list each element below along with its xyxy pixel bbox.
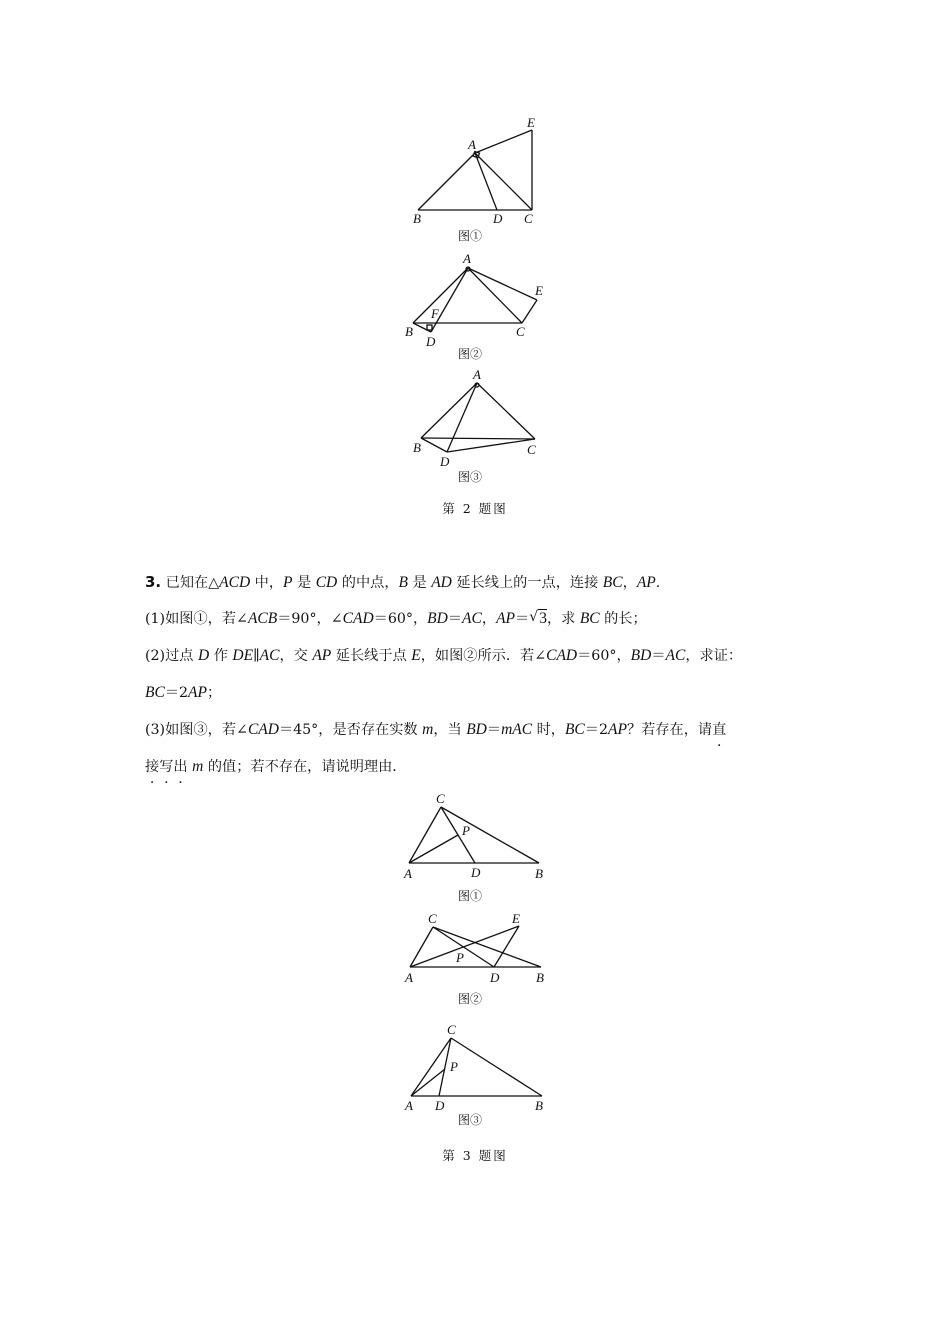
q2-figures — [0, 0, 950, 540]
var: AP — [608, 721, 627, 738]
q3-fig3-caption: 图③ — [458, 1113, 483, 1127]
text: 的中点， — [337, 575, 399, 591]
q2-fig3-label-a: A — [473, 367, 481, 382]
var: m — [422, 721, 434, 738]
var: AP — [188, 684, 207, 701]
q3-part2-line2 — [145, 683, 221, 703]
emphasis-text: 直 — [712, 722, 727, 738]
text: 延长线于点 — [331, 648, 412, 664]
q3-number: 3. — [145, 573, 162, 591]
text: ＝60°， — [577, 648, 631, 664]
q3-fig1-label-a: A — [404, 866, 412, 881]
text: 是 — [292, 575, 316, 591]
q2-figures-svg — [0, 0, 950, 540]
text: ＝60°， — [373, 611, 428, 627]
q2-fig1-label-a: A — [468, 137, 476, 152]
text: ＝ — [486, 722, 502, 738]
q3-fig1-label-c: C — [436, 791, 445, 806]
q3-fig3-label-d: D — [435, 1098, 445, 1113]
q2-fig1-label-d: D — [493, 211, 503, 226]
text: (2)过点 — [145, 648, 198, 664]
text: . — [655, 575, 661, 591]
q2-fig2-label-c: C — [516, 324, 525, 339]
var: mAC — [501, 721, 533, 738]
q2-fig1-label-b: B — [413, 211, 421, 226]
q3-fig3-label-p: P — [450, 1059, 458, 1074]
var: AC — [462, 610, 482, 627]
var: BC — [564, 721, 585, 738]
q3-fig2-label-b: B — [536, 970, 544, 985]
q2-fig3-label-b: B — [413, 440, 421, 455]
var: P — [283, 574, 293, 591]
q3-fig1-label-b: B — [535, 866, 543, 881]
q3-fig2-label-d: D — [490, 970, 500, 985]
q3-part3-line2 — [145, 757, 406, 777]
q3-fig2-diagram — [410, 926, 541, 967]
q2-fig3-caption: 图③ — [458, 470, 483, 484]
q3-fig3-label-b: B — [535, 1098, 543, 1113]
text: ＝ — [447, 611, 463, 627]
q2-fig2-caption: 图② — [458, 347, 483, 361]
text: (1)如图①，若∠ — [145, 611, 248, 627]
text: 延长线上的一点，连接 — [451, 575, 603, 591]
q3-fig2-label-p: P — [456, 950, 464, 965]
q2-fig1-label-c: C — [524, 211, 533, 226]
text: (3)如图③，若∠ — [145, 722, 248, 738]
q3-fig3-label-c: C — [447, 1022, 456, 1037]
q3-fig3-label-a: A — [405, 1098, 413, 1113]
text: ＝ — [651, 648, 666, 664]
text: ，求 — [546, 611, 580, 627]
var: BD — [427, 610, 448, 627]
text: ， — [481, 611, 497, 627]
text: ， — [622, 575, 637, 591]
text: ？若存在，请 — [626, 722, 713, 738]
q3-fig1-caption: 图① — [458, 889, 483, 903]
q3-fig1-diagram — [409, 807, 539, 863]
text: ，求证： — [685, 648, 743, 664]
q3-fig2-caption: 图② — [458, 992, 483, 1006]
q3-stem — [145, 572, 660, 593]
text: 作 — [209, 648, 233, 664]
text: ，交 — [279, 648, 313, 664]
text: 时， — [532, 722, 565, 738]
var: AD — [431, 574, 452, 591]
text: 已知在△ — [165, 575, 220, 591]
var: CAD — [546, 647, 578, 664]
q3-part3-line1 — [145, 720, 726, 740]
q2-fig2-label-b: B — [405, 324, 413, 339]
var: AP — [496, 610, 515, 627]
q2-fig1-caption: 图① — [458, 229, 483, 243]
q3-fig1-label-p: P — [462, 823, 470, 838]
text: ∥ — [253, 648, 260, 664]
q3-figure-title: 第 3 题图 — [442, 1148, 508, 1163]
q2-fig3-label-c: C — [527, 442, 536, 457]
var: B — [398, 574, 408, 591]
q2-figure-title: 第 2 题图 — [442, 501, 508, 516]
emphasis-text: 接 — [145, 759, 160, 775]
q2-fig2-label-e: E — [535, 283, 543, 298]
var: CD — [315, 574, 338, 591]
text: ，如图②所示．若∠ — [420, 648, 547, 664]
q2-fig2-label-d: D — [426, 334, 436, 349]
sqrt-value: 3 — [539, 610, 547, 627]
text: ＝2 — [164, 685, 189, 701]
var: m — [192, 758, 204, 775]
q3-fig3-diagram — [411, 1038, 542, 1096]
q3-figures-svg — [0, 780, 950, 1180]
var: BC — [579, 610, 600, 627]
text: 是 — [408, 575, 432, 591]
emphasis-text: 写 — [159, 759, 174, 775]
q2-fig1-label-e: E — [527, 115, 535, 130]
var: E — [411, 647, 421, 664]
var: BD — [466, 721, 487, 738]
q2-fig3-diagram — [421, 383, 535, 452]
text: ，当 — [433, 722, 467, 738]
q3-fig2-label-a: A — [405, 970, 413, 985]
emphasis-text: 出 — [173, 759, 188, 775]
text: 中， — [250, 575, 284, 591]
text: ＝ — [515, 611, 530, 627]
text: ＝45°，是否存在实数 — [278, 722, 423, 738]
q3-fig2-label-e: E — [512, 911, 520, 926]
var: AP — [636, 574, 656, 591]
q2-fig2-label-a: A — [463, 251, 471, 266]
text: ＝2 — [584, 722, 608, 738]
q2-fig2-label-f: F — [431, 306, 439, 321]
sqrt-symbol — [529, 609, 547, 629]
text: 的长； — [599, 611, 647, 627]
var: ACB — [247, 610, 278, 627]
var: AC — [665, 647, 686, 664]
var: BC — [602, 574, 623, 591]
q3-part2-line1 — [145, 646, 742, 666]
q3-fig1-label-d: D — [471, 865, 481, 880]
var: CAD — [342, 610, 374, 627]
q3-part1 — [145, 609, 647, 629]
q3-figures — [0, 780, 950, 1180]
q3-fig2-label-c: C — [428, 911, 437, 926]
q2-fig2-diagram — [413, 267, 537, 332]
text: 的值；若不存在，请说明理由． — [203, 759, 407, 775]
var: D — [197, 647, 210, 664]
q2-fig3-label-d: D — [440, 454, 450, 469]
var: CAD — [247, 721, 279, 738]
var: BD — [630, 647, 652, 664]
text: ＝90°，∠ — [277, 611, 343, 627]
var: DE — [232, 647, 254, 664]
text: ； — [206, 685, 222, 701]
var: ACD — [219, 574, 251, 591]
var: AP — [312, 647, 332, 664]
var: AC — [259, 647, 280, 664]
var: BC — [145, 684, 165, 701]
